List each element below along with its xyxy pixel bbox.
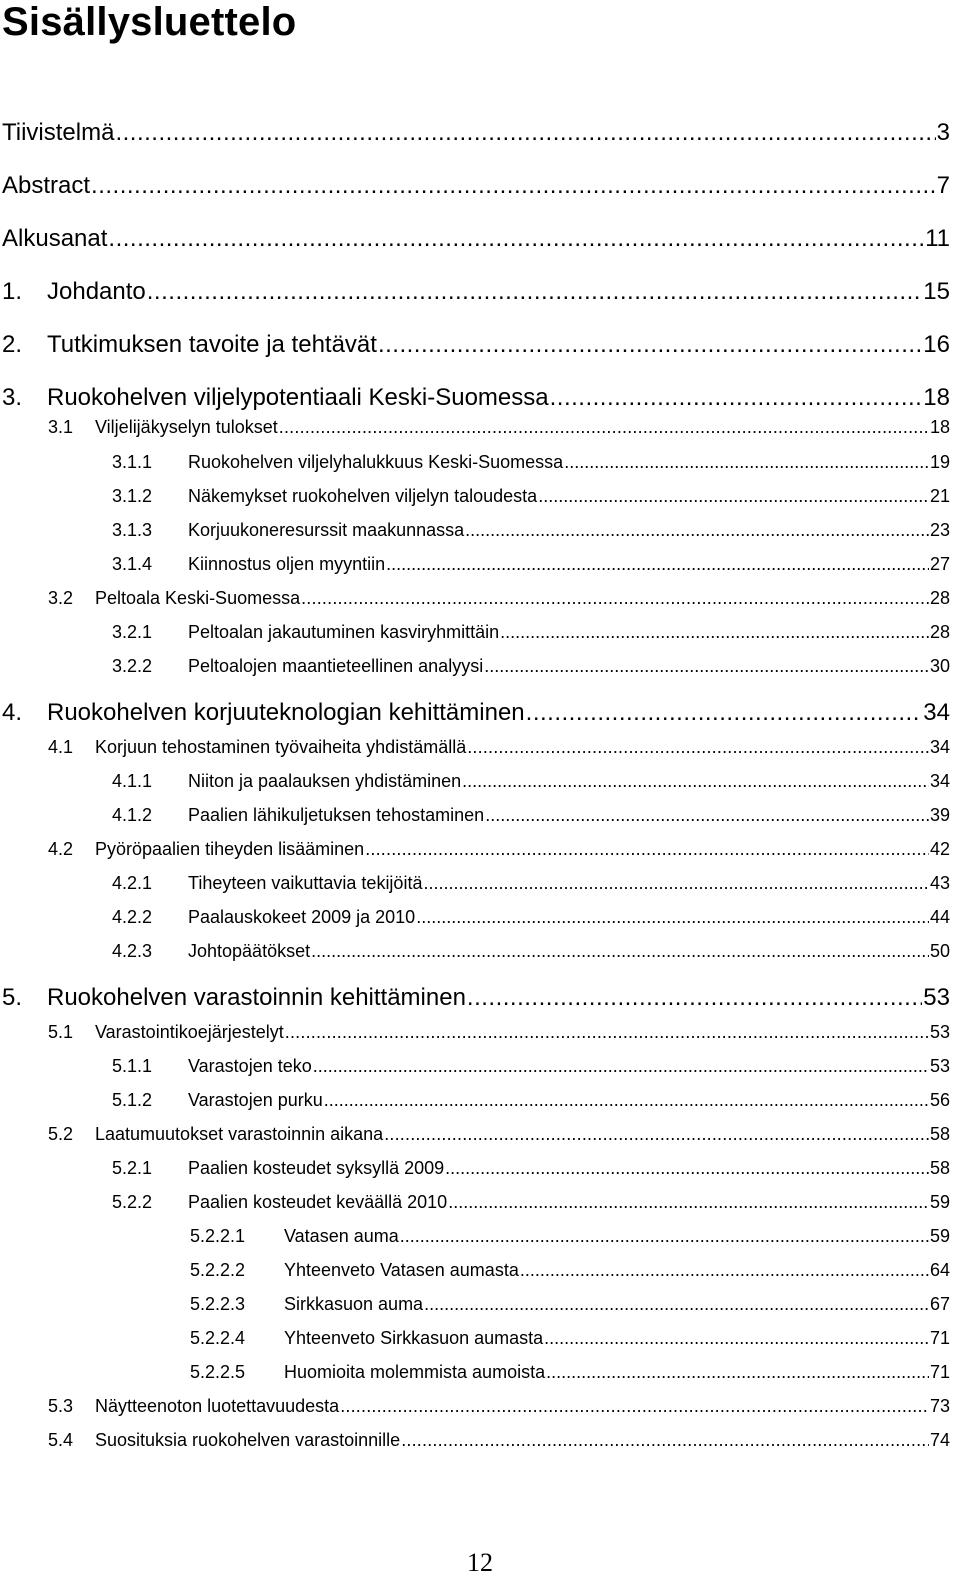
toc-entry[interactable] (112, 1191, 950, 1213)
page-title: Sisällysluettelo (2, 0, 297, 44)
toc-entry-label: Peltoala Keski-Suomessa (95, 588, 301, 608)
toc-leader-dots (448, 1191, 929, 1213)
toc-entry[interactable] (112, 770, 950, 792)
toc-entry-page: 74 (929, 1430, 950, 1450)
toc-entry-page: 7 (936, 172, 950, 199)
toc-leader-dots (544, 1327, 929, 1349)
toc-entry-number: 4. (2, 699, 23, 726)
toc-entry[interactable] (48, 587, 950, 609)
toc-entry-label: Sirkkasuon auma (284, 1294, 424, 1314)
toc-leader-dots (485, 804, 929, 826)
toc-entry-page: 3 (936, 119, 950, 146)
toc-entry-label: Ruokohelven varastoinnin kehittäminen (47, 984, 466, 1011)
toc-entry-label: Paalien kosteudet syksyllä 2009 (188, 1158, 445, 1178)
toc-entry-number: 3.1.3 (112, 520, 153, 540)
toc-entry-page: 28 (929, 622, 950, 642)
toc-entry-label: Näytteenoton luotettavuudesta (95, 1396, 340, 1416)
toc-leader-dots (115, 119, 935, 147)
footer-page-number: 12 (467, 1548, 493, 1577)
toc-leader-dots (386, 553, 929, 575)
toc-entry-number: 4.2.2 (112, 907, 153, 927)
toc-entry-number: 4.2 (48, 839, 74, 859)
toc-leader-dots (550, 384, 923, 412)
toc-entry-number: 5.2.2.4 (190, 1328, 246, 1348)
toc-entry[interactable] (112, 655, 950, 677)
toc-entry[interactable] (2, 331, 950, 359)
toc-leader-dots (564, 451, 929, 473)
toc-entry-page: 15 (923, 278, 950, 305)
toc-entry[interactable] (112, 519, 950, 541)
toc-entry-number: 4.1.1 (112, 771, 153, 791)
toc-entry-number: 3.2 (48, 588, 74, 608)
toc-entry-label: Suosituksia ruokohelven varastoinnille (95, 1430, 401, 1450)
toc-entry-page: 50 (929, 941, 950, 961)
toc-leader-dots (416, 906, 929, 928)
toc-entry[interactable] (112, 1089, 950, 1111)
toc-entry-page: 11 (925, 225, 950, 252)
toc-leader-dots (147, 278, 923, 306)
toc-entry-number: 3. (2, 384, 23, 411)
toc-leader-dots (520, 1259, 929, 1281)
toc-entry-number: 5.4 (48, 1430, 74, 1450)
toc-entry-number: 5.2.2.5 (190, 1362, 246, 1382)
toc-entry-label: Yhteenveto Sirkkasuon aumasta (284, 1328, 544, 1348)
toc-entry[interactable] (190, 1293, 950, 1315)
toc-entry-page: 23 (929, 520, 950, 540)
toc-entry-label: Varastojen purku (188, 1090, 323, 1110)
toc-leader-dots (500, 621, 929, 643)
toc-leader-dots (546, 1361, 929, 1383)
toc-leader-dots (384, 1123, 929, 1145)
toc-leader-dots (301, 587, 929, 609)
toc-leader-dots (484, 655, 929, 677)
toc-leader-dots (365, 838, 929, 860)
toc-entry-label: Tiheyteen vaikuttavia tekijöitä (188, 873, 423, 893)
toc-entry-number: 3.2.1 (112, 622, 153, 642)
toc-entry-label: Viljelijäkyselyn tulokset (95, 417, 278, 437)
toc-entry-page: 53 (929, 1022, 950, 1042)
toc-entry-label: Varastojen teko (188, 1056, 312, 1076)
toc-entry[interactable] (48, 1123, 950, 1145)
toc-entry-label: Paalien kosteudet keväällä 2010 (188, 1192, 448, 1212)
toc-entry-label: Ruokohelven korjuuteknologian kehittäminen (47, 699, 525, 726)
toc-leader-dots (313, 1055, 929, 1077)
toc-entry-page: 53 (929, 1056, 950, 1076)
toc-entry[interactable] (48, 1021, 950, 1043)
toc-entry[interactable] (48, 838, 950, 860)
toc-leader-dots (526, 699, 923, 727)
toc-entry-number: 5.1 (48, 1022, 74, 1042)
toc-entry[interactable] (2, 984, 950, 1012)
toc-entry[interactable] (2, 699, 950, 727)
toc-entry-page: 16 (923, 331, 950, 358)
toc-leader-dots (311, 940, 929, 962)
toc-entry-page: 39 (929, 805, 950, 825)
toc-entry-page: 28 (929, 588, 950, 608)
toc-entry-page: 18 (929, 417, 950, 437)
toc-entry-label: Laatumuutokset varastoinnin aikana (95, 1124, 384, 1144)
toc-entry-label: Yhteenveto Vatasen aumasta (284, 1260, 519, 1280)
toc-entry[interactable] (190, 1259, 950, 1281)
toc-entry-page: 64 (929, 1260, 950, 1280)
toc-leader-dots (465, 519, 929, 541)
toc-entry-label: Kiinnostus oljen myyntiin (188, 554, 386, 574)
toc-leader-dots (467, 736, 929, 758)
toc-entry[interactable] (2, 278, 950, 306)
toc-leader-dots (378, 331, 922, 359)
toc-entry-page: 19 (929, 452, 950, 472)
toc-entry-number: 5. (2, 984, 23, 1011)
toc-entry-number: 4.1 (48, 737, 74, 757)
toc-entry-page: 58 (929, 1124, 950, 1144)
toc-entry-page: 42 (929, 839, 950, 859)
toc-entry[interactable] (112, 1055, 950, 1077)
toc-entry[interactable] (112, 872, 950, 894)
toc-entry[interactable] (190, 1225, 950, 1247)
toc-entry[interactable] (48, 416, 950, 438)
toc-leader-dots (340, 1395, 929, 1417)
toc-entry-number: 5.2.2 (112, 1192, 153, 1212)
toc-entry-page: 67 (929, 1294, 950, 1314)
toc-leader-dots (279, 416, 929, 438)
toc-entry-label: Vatasen auma (284, 1226, 399, 1246)
toc-entry-page: 56 (929, 1090, 950, 1110)
toc-entry[interactable] (190, 1327, 950, 1349)
toc-leader-dots (400, 1225, 929, 1247)
toc-leader-dots (108, 225, 924, 253)
toc-entry-page: 71 (929, 1328, 950, 1348)
toc-entry[interactable] (2, 225, 950, 253)
toc-entry-label: Tutkimuksen tavoite ja tehtävät (47, 331, 377, 358)
toc-entry[interactable] (112, 553, 950, 575)
toc-entry-number: 5.3 (48, 1396, 74, 1416)
toc-entry[interactable] (2, 384, 950, 412)
toc-entry-number: 4.2.3 (112, 941, 153, 961)
toc-entry-label: Tiivistelmä (2, 119, 115, 146)
toc-entry-number: 2. (2, 331, 23, 358)
toc-entry-label: Abstract (2, 172, 91, 199)
toc-entry-number: 5.1.2 (112, 1090, 153, 1110)
toc-entry-page: 44 (929, 907, 950, 927)
toc-entry-number: 4.1.2 (112, 805, 153, 825)
toc-entry-label: Näkemykset ruokohelven viljelyn taloudesta (188, 486, 538, 506)
toc-leader-dots (445, 1157, 929, 1179)
toc-entry-label: Niiton ja paalauksen yhdistäminen (188, 771, 462, 791)
toc-entry-label: Paalauskokeet 2009 ja 2010 (188, 907, 416, 927)
toc-entry-number: 3.2.2 (112, 656, 153, 676)
toc-entry-number: 5.2.2.3 (190, 1294, 246, 1314)
toc-entry[interactable] (48, 736, 950, 758)
toc-entry-number: 3.1 (48, 417, 74, 437)
toc-entry-label: Ruokohelven viljelyhalukkuus Keski-Suomessa (188, 452, 564, 472)
toc-entry-page: 71 (929, 1362, 950, 1382)
toc-entry-label: Korjuukoneresurssit maakunnassa (188, 520, 465, 540)
toc-entry-number: 3.1.4 (112, 554, 153, 574)
toc-entry-number: 4.2.1 (112, 873, 153, 893)
toc-entry-label: Varastointikoejärjestelyt (95, 1022, 284, 1042)
toc-entry-number: 5.2.1 (112, 1158, 153, 1178)
toc-entry-number: 5.2.2.1 (190, 1226, 246, 1246)
toc-entry-number: 5.2 (48, 1124, 74, 1144)
toc-entry-page: 34 (929, 737, 950, 757)
toc-entry-page: 18 (923, 384, 950, 411)
toc-entry-label: Huomioita molemmista aumoista (284, 1362, 546, 1382)
toc-entry-page: 30 (929, 656, 950, 676)
toc-leader-dots (324, 1089, 929, 1111)
toc-entry[interactable] (112, 804, 950, 826)
toc-entry-page: 58 (929, 1158, 950, 1178)
toc-leader-dots (424, 1293, 929, 1315)
toc-entry[interactable] (112, 1157, 950, 1179)
toc-entry-page: 21 (929, 486, 950, 506)
toc-entry[interactable] (48, 1395, 950, 1417)
toc-entry-label: Paalien lähikuljetuksen tehostaminen (188, 805, 485, 825)
toc-entry-label: Korjuun tehostaminen työvaiheita yhdistämällä (95, 737, 467, 757)
toc-entry-label: Alkusanat (2, 225, 108, 252)
toc-entry-page: 59 (929, 1226, 950, 1246)
toc-entry-number: 3.1.1 (112, 452, 153, 472)
toc-entry-label: Pyöröpaalien tiheyden lisääminen (95, 839, 365, 859)
toc-leader-dots (467, 984, 922, 1012)
toc-entry-label: Johdanto (47, 278, 146, 305)
toc-leader-dots (423, 872, 929, 894)
toc-entry[interactable] (112, 451, 950, 473)
toc-entry[interactable] (112, 940, 950, 962)
toc-entry-number: 5.2.2.2 (190, 1260, 246, 1280)
toc-leader-dots (462, 770, 929, 792)
toc-entry[interactable] (2, 172, 950, 200)
toc-entry[interactable] (112, 485, 950, 507)
toc-entry-page: 53 (923, 984, 950, 1011)
toc-entry[interactable] (190, 1361, 950, 1383)
toc-leader-dots (401, 1429, 929, 1451)
toc-entry-label: Peltoalan jakautuminen kasviryhmittäin (188, 622, 500, 642)
toc-leader-dots (538, 485, 929, 507)
toc-entry-label: Johtopäätökset (188, 941, 311, 961)
toc-entry[interactable] (112, 621, 950, 643)
toc-entry-number: 1. (2, 278, 23, 305)
toc-entry[interactable] (2, 119, 950, 147)
toc-entry-page: 34 (929, 771, 950, 791)
toc-entry-label: Ruokohelven viljelypotentiaali Keski-Suomessa (47, 384, 549, 411)
toc-entry-page: 59 (929, 1192, 950, 1212)
toc-entry-number: 3.1.2 (112, 486, 153, 506)
toc-leader-dots (91, 172, 936, 200)
toc-leader-dots (285, 1021, 929, 1043)
toc-entry-page: 27 (929, 554, 950, 574)
toc-entry-page: 34 (923, 699, 950, 726)
toc-entry[interactable] (112, 906, 950, 928)
toc-entry-label: Peltoalojen maantieteellinen analyysi (188, 656, 484, 676)
toc-entry[interactable] (48, 1429, 950, 1451)
toc-entry-page: 73 (929, 1396, 950, 1416)
toc-entry-page: 43 (929, 873, 950, 893)
toc-entry-number: 5.1.1 (112, 1056, 153, 1076)
